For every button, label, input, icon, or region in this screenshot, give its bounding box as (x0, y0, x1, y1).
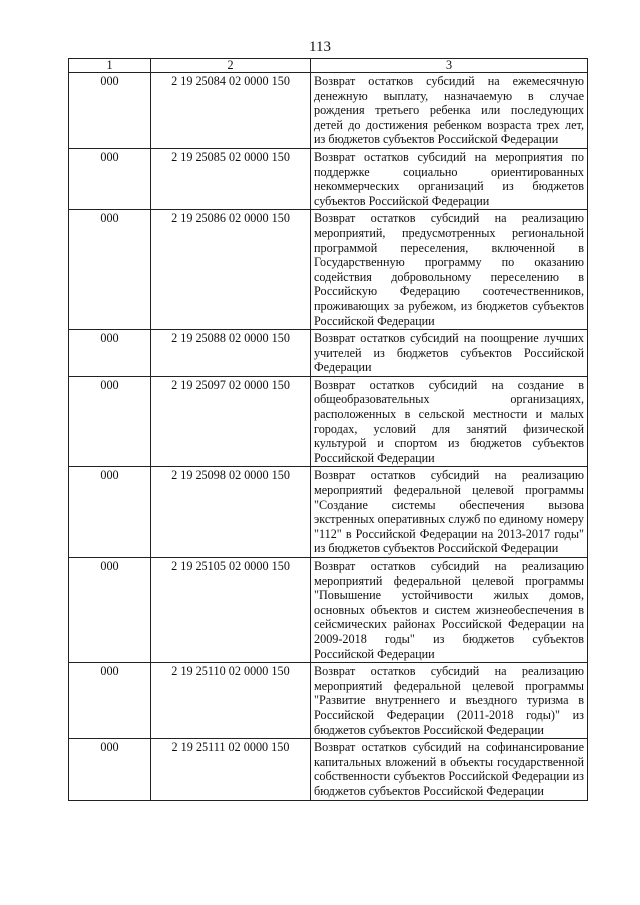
budget-code-cell: 2 19 25110 02 0000 150 (151, 663, 311, 739)
budget-code-cell: 2 19 25111 02 0000 150 (151, 739, 311, 800)
description-cell: Возврат остатков субсидий на поощрение лучших учителей из бюджетов субъектов Российской Федерации (311, 330, 588, 377)
budget-codes-table (68, 58, 588, 801)
admin-code-cell: 000 (69, 376, 151, 467)
budget-code-cell: 2 19 25088 02 0000 150 (151, 330, 311, 377)
table-row (69, 558, 588, 663)
budget-code-cell: 2 19 25097 02 0000 150 (151, 376, 311, 467)
table-row (69, 739, 588, 800)
description-cell: Возврат остатков субсидий на реализацию мероприятий федеральной целевой программы "Развитие внутреннего и въездного туризма в Российской Федерации (2011-2018 годы)" из бюджетов субъектов Российской Федерации (311, 663, 588, 739)
table-row (69, 376, 588, 467)
table-row (69, 148, 588, 209)
table-row (69, 467, 588, 558)
admin-code-cell: 000 (69, 210, 151, 330)
budget-code-cell: 2 19 25084 02 0000 150 (151, 73, 311, 149)
admin-code-cell: 000 (69, 330, 151, 377)
table-row (69, 330, 588, 377)
column-header-3: 3 (311, 59, 588, 73)
budget-code-cell: 2 19 25085 02 0000 150 (151, 148, 311, 209)
table-row (69, 210, 588, 330)
page-number: 113 (309, 39, 331, 55)
budget-code-cell: 2 19 25098 02 0000 150 (151, 467, 311, 558)
budget-code-cell: 2 19 25086 02 0000 150 (151, 210, 311, 330)
description-cell: Возврат остатков субсидий на реализацию мероприятий федеральной целевой программы "Повышение устойчивости жилых домов, основных объектов и систем жизнеобеспечения в сейсмических районах Российской Федерации на 2009-2018 годы" из бюджетов субъектов Российской Федерации (311, 558, 588, 663)
admin-code-cell: 000 (69, 73, 151, 149)
column-header-2: 2 (151, 59, 311, 73)
admin-code-cell: 000 (69, 148, 151, 209)
admin-code-cell: 000 (69, 558, 151, 663)
description-cell: Возврат остатков субсидий на реализацию мероприятий, предусмотренных региональной программой переселения, включенной в Государственную программу по оказанию содействия добровольному переселению в Российскую Федерацию соотечественников, проживающих за рубежом, из бюджетов субъектов Российской Федерации (311, 210, 588, 330)
description-cell: Возврат остатков субсидий на мероприятия по поддержке социально ориентированных некоммерческих организаций из бюджетов субъектов Российской Федерации (311, 148, 588, 209)
table-row (69, 73, 588, 149)
table-header-row (69, 59, 588, 73)
description-cell: Возврат остатков субсидий на создание в общеобразовательных организациях, расположенных в сельской местности и малых городах, условий для занятий физической культурой и спортом из бюджетов субъектов Российской Федерации (311, 376, 588, 467)
admin-code-cell: 000 (69, 663, 151, 739)
description-cell: Возврат остатков субсидий на реализацию мероприятий федеральной целевой программы "Создание системы обеспечения вызова экстренных оперативных служб по единому номеру "112" в Российской Федерации на 2013-2017 годы" из бюджетов субъектов Российской Федерации (311, 467, 588, 558)
table-row (69, 663, 588, 739)
description-cell: Возврат остатков субсидий на софинансирование капитальных вложений в объекты государственной собственности субъектов Российской Федерации из бюджетов субъектов Российской Федерации (311, 739, 588, 800)
description-cell: Возврат остатков субсидий на ежемесячную денежную выплату, назначаемую в случае рождения третьего ребенка или последующих детей до достижения ребенком возраста трех лет, из бюджетов субъектов Российской Федерации (311, 73, 588, 149)
budget-code-cell: 2 19 25105 02 0000 150 (151, 558, 311, 663)
column-header-1: 1 (69, 59, 151, 73)
admin-code-cell: 000 (69, 739, 151, 800)
admin-code-cell: 000 (69, 467, 151, 558)
